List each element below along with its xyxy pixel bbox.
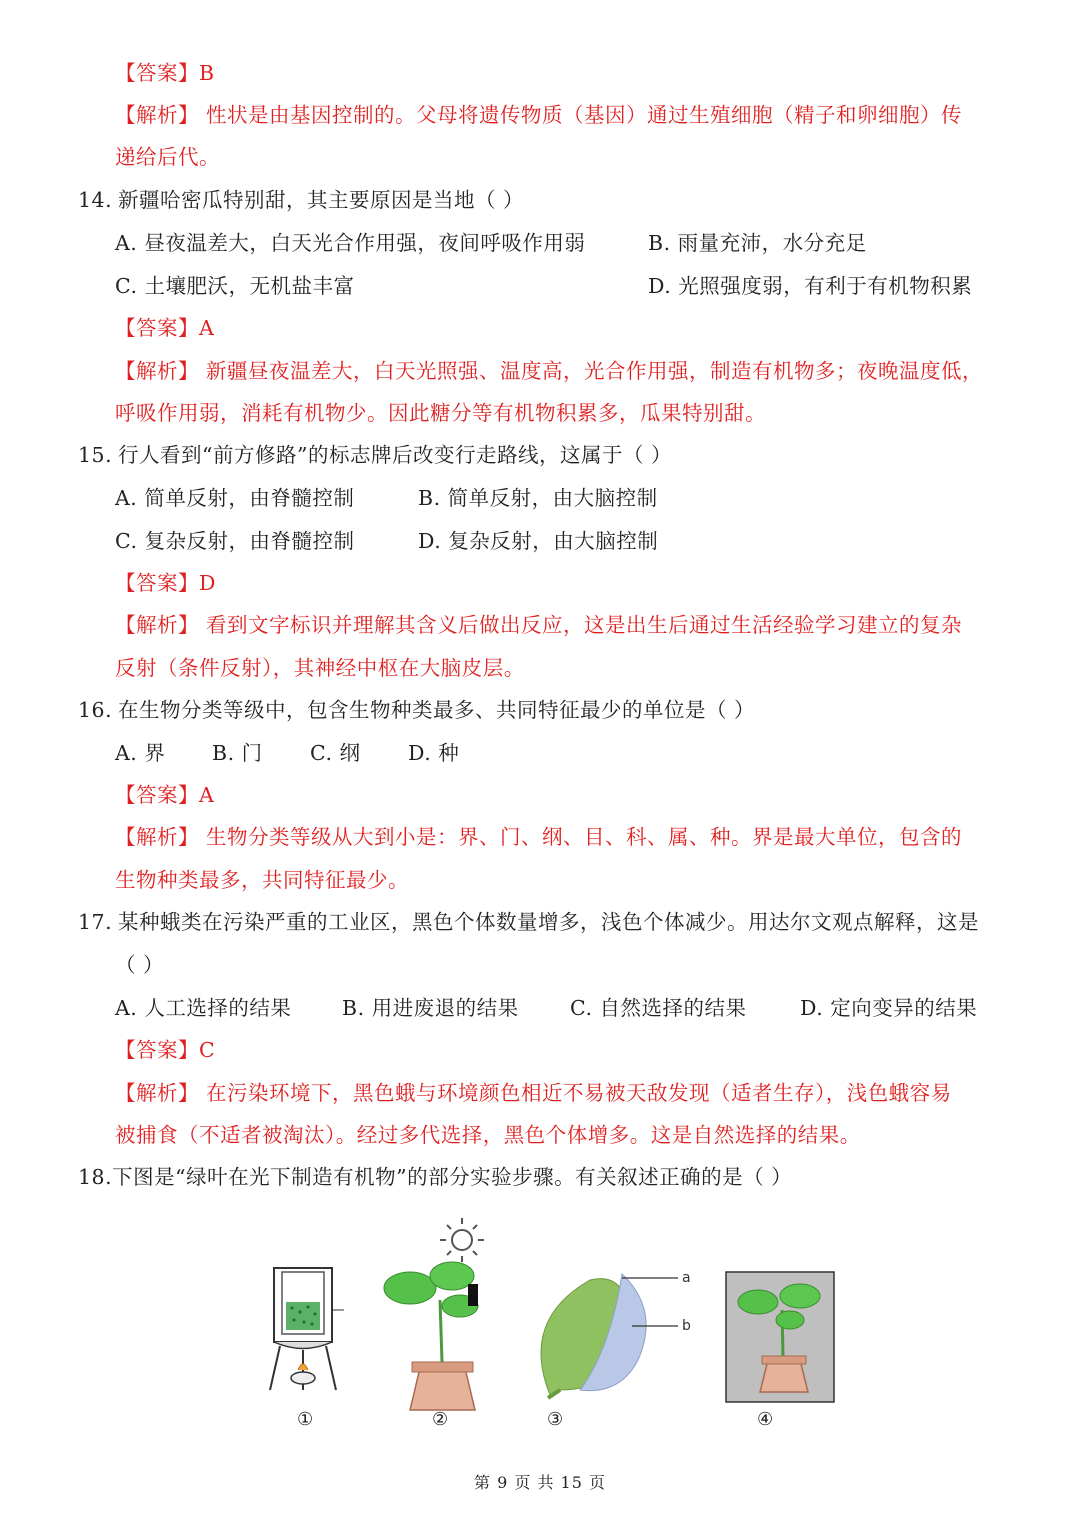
analysis-tag: 【解析】 xyxy=(115,825,199,849)
q14-answer xyxy=(115,313,214,343)
step-3-label: ③ xyxy=(547,1409,564,1430)
q17-option-c: C. 自然选择的结果 xyxy=(570,996,747,1020)
answer-value: A xyxy=(199,783,215,807)
step-2-label: ② xyxy=(432,1409,449,1430)
covered-plant xyxy=(384,1262,478,1410)
q16-option-a: A. 界 xyxy=(115,741,166,765)
q14-option-c: C. 土壤肥沃，无机盐丰富 xyxy=(115,274,355,298)
q13-analysis-cont: 递给后代。 xyxy=(115,145,220,169)
q15-analysis-cont: 反射（条件反射），其神经中枢在大脑皮层。 xyxy=(115,656,525,680)
q15-option-d: D. 复杂反射，由大脑控制 xyxy=(418,529,659,553)
leaf-diagram xyxy=(541,1270,691,1398)
q14-option-d: D. 光照强度弱，有利于有机物积累 xyxy=(648,274,973,298)
water-bath-apparatus xyxy=(270,1268,344,1390)
q15-answer xyxy=(115,568,216,598)
q16-option-d: D. 种 xyxy=(408,741,460,765)
question-text: 行人看到“前方修路”的标志牌后改变行走路线，这属于（ ） xyxy=(118,443,672,467)
q16-analysis-cont: 生物种类最多，共同特征最少。 xyxy=(115,868,409,892)
label-a: a xyxy=(682,1270,691,1286)
question-number: 15. xyxy=(78,443,113,467)
q14-analysis xyxy=(115,356,983,386)
q17-analysis-cont: 被捕食（不适者被淘汰）。经过多代选择，黑色个体增多。这是自然选择的结果。 xyxy=(115,1123,861,1147)
question-number: 18. xyxy=(78,1165,113,1189)
q17-option-a: A. 人工选择的结果 xyxy=(115,996,292,1020)
answer-tag: 【答案】 xyxy=(115,1038,199,1062)
q15-option-c: C. 复杂反射，由脊髓控制 xyxy=(115,529,355,553)
q16-answer xyxy=(115,780,214,810)
step-1-label: ① xyxy=(297,1409,314,1430)
q15-option-b: B. 简单反射，由大脑控制 xyxy=(418,486,658,510)
analysis-text: 在污染环境下，黑色蛾与环境颜色相近不易被天敌发现（适者生存），浅色蛾容易 xyxy=(206,1081,952,1105)
question-number: 16. xyxy=(78,698,113,722)
question-text: 新疆哈密瓜特别甜，其主要原因是当地（ ） xyxy=(118,188,525,212)
label-b: b xyxy=(682,1318,691,1334)
question-number: 17. xyxy=(78,910,113,934)
experiment-figure xyxy=(260,1210,860,1440)
q18-stem xyxy=(78,1162,792,1192)
analysis-text: 生物分类等级从大到小是：界、门、纲、目、科、属、种。界是最大单位，包含的 xyxy=(206,825,963,849)
answer-value: A xyxy=(199,316,215,340)
analysis-text: 性状是由基因控制的。父母将遗传物质（基因）通过生殖细胞（精子和卵细胞）传 xyxy=(206,103,963,127)
q14-option-a: A. 昼夜温差大，白天光合作用强，夜间呼吸作用弱 xyxy=(115,231,586,255)
q14-option-b: B. 雨量充沛，水分充足 xyxy=(648,231,867,255)
q16-option-b: B. 门 xyxy=(212,741,263,765)
q17-option-b: B. 用进废退的结果 xyxy=(342,996,519,1020)
answer-tag: 【答案】 xyxy=(115,61,199,85)
answer-value: B xyxy=(199,61,215,85)
step-4-label: ④ xyxy=(757,1409,774,1430)
q14-analysis-cont: 呼吸作用弱，消耗有机物少。因此糖分等有机物积累多，瓜果特别甜。 xyxy=(115,401,766,425)
analysis-tag: 【解析】 xyxy=(115,613,199,637)
question-text: 在生物分类等级中，包含生物种类最多、共同特征最少的单位是（ ） xyxy=(118,698,756,722)
question-text: 下图是“绿叶在光下制造有机物”的部分实验步骤。有关叙述正确的是（ ） xyxy=(112,1165,793,1189)
question-number: 14. xyxy=(78,188,113,212)
q16-analysis xyxy=(115,822,962,852)
analysis-tag: 【解析】 xyxy=(115,1081,199,1105)
q17-stem xyxy=(78,907,979,937)
dark-box-plant xyxy=(726,1272,834,1402)
sun-icon xyxy=(440,1218,484,1262)
answer-value: D xyxy=(199,571,216,595)
answer-tag: 【答案】 xyxy=(115,571,199,595)
q17-answer xyxy=(115,1035,215,1065)
q13-analysis xyxy=(115,100,962,130)
q16-option-c: C. 纲 xyxy=(310,741,361,765)
q14-stem xyxy=(78,185,524,215)
q13-answer xyxy=(115,58,215,88)
analysis-tag: 【解析】 xyxy=(115,103,199,127)
analysis-text: 新疆昼夜温差大，白天光照强、温度高，光合作用强，制造有机物多；夜晚温度低， xyxy=(206,359,984,383)
question-text: 某种蛾类在污染严重的工业区，黑色个体数量增多，浅色个体减少。用达尔文观点解释，这是 xyxy=(118,910,979,934)
q16-stem xyxy=(78,695,755,725)
analysis-text: 看到文字标识并理解其含义后做出反应，这是出生后通过生活经验学习建立的复杂 xyxy=(206,613,963,637)
answer-tag: 【答案】 xyxy=(115,783,199,807)
q15-stem xyxy=(78,440,672,470)
q17-analysis xyxy=(115,1078,952,1108)
page-footer: 第 9 页 共 15 页 xyxy=(474,1473,606,1492)
q17-option-d: D. 定向变异的结果 xyxy=(800,996,978,1020)
analysis-tag: 【解析】 xyxy=(115,359,199,383)
q17-stem-cont: （ ） xyxy=(115,953,165,977)
answer-value: C xyxy=(199,1038,216,1062)
q15-analysis xyxy=(115,610,962,640)
q15-option-a: A. 简单反射，由脊髓控制 xyxy=(115,486,355,510)
answer-tag: 【答案】 xyxy=(115,316,199,340)
